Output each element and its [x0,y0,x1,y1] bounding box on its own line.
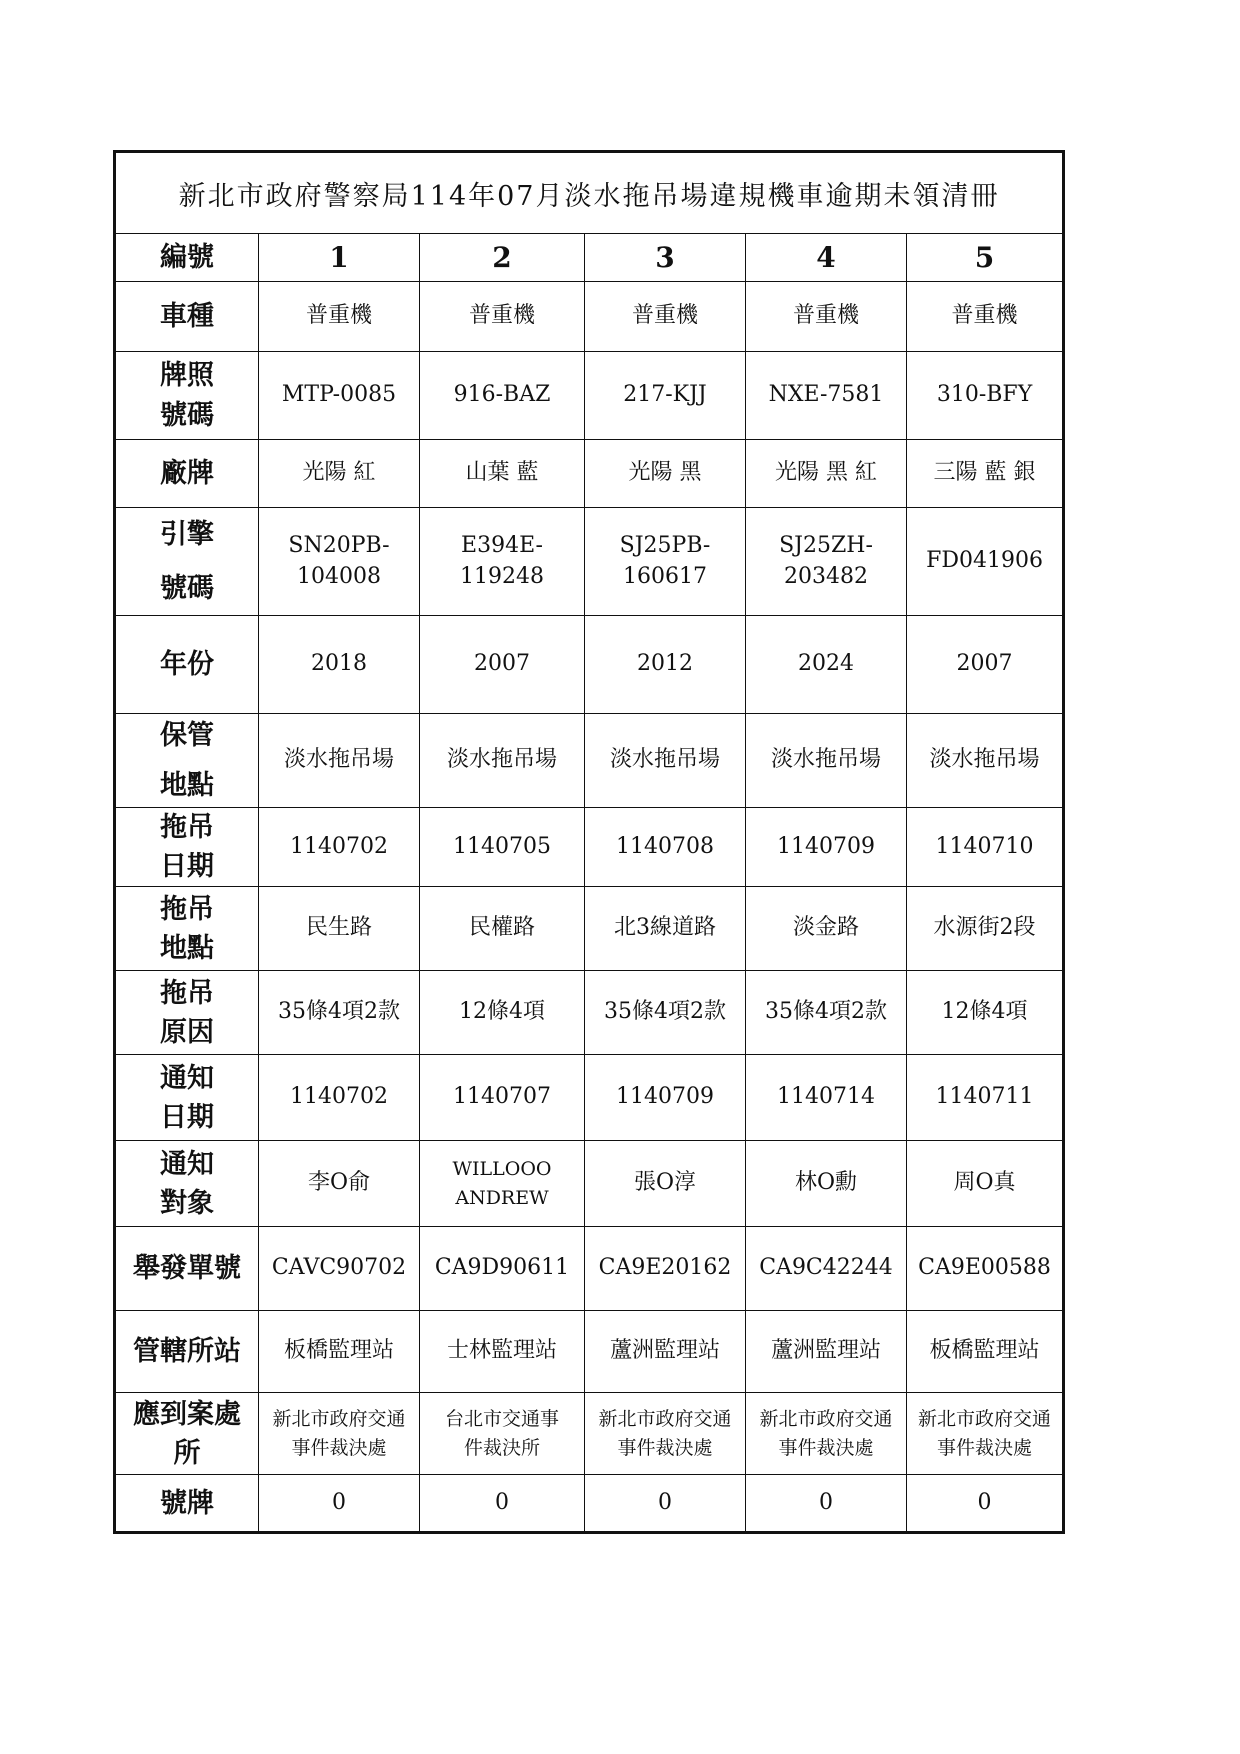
label-tow-date-line1: 拖吊 [160,812,214,843]
record-1-number: 1 [259,234,420,282]
row-brand [115,440,1064,508]
row-vehicle-type [115,282,1064,352]
label-notice-date-line1: 通知 [160,1062,214,1094]
record-5-tow-date: 1140710 [907,808,1064,887]
record-2-ticket-no: CA9D90611 [420,1227,585,1311]
record-3-license-plates: 0 [585,1475,746,1533]
label-storage-line2: 地點 [160,769,214,801]
record-1-vehicle-type: 普重機 [259,282,420,352]
row-tow-reason [115,971,1064,1055]
label-license-plates: 號牌 [115,1475,259,1533]
label-number: 編號 [115,234,259,282]
record-3-jurisdiction: 蘆洲監理站 [585,1311,746,1393]
record-3-engine-line1: SJ25PB- [619,532,711,558]
record-3-notice-target [585,1141,746,1227]
record-2-notice-target [420,1141,585,1227]
record-3-engine [585,508,746,616]
record-5-number: 5 [907,234,1064,282]
row-handling-office [115,1393,1064,1475]
label-notice-date-line2: 日期 [160,1101,214,1133]
record-5-tow-reason: 12條4項 [907,971,1064,1055]
label-notice-date [115,1055,259,1141]
record-1-license-plates: 0 [259,1475,420,1533]
record-3-engine-line2: 160617 [623,563,707,589]
label-storage [115,714,259,808]
record-1-jurisdiction: 板橋監理站 [259,1311,420,1393]
record-5-tow-place: 水源街2段 [907,887,1064,971]
row-year [115,616,1064,714]
record-5-year: 2007 [907,616,1064,714]
record-1-tow-reason: 35條4項2款 [259,971,420,1055]
row-notice-date [115,1055,1064,1141]
record-3-tow-date: 1140708 [585,808,746,887]
record-3-brand: 光陽 黑 [585,440,746,508]
label-tow-date-line2: 日期 [160,851,214,883]
record-5-jurisdiction: 板橋監理站 [907,1311,1064,1393]
overdue-vehicle-register-table [113,150,1065,1534]
label-notice-target-line1: 通知 [160,1148,214,1180]
label-tow-reason [115,971,259,1055]
row-notice-target [115,1141,1064,1227]
record-4-handling [746,1393,907,1475]
record-4-handling-line1: 新北市政府交通 [759,1408,893,1431]
record-4-ticket-no: CA9C42244 [746,1227,907,1311]
record-1-handling-line2: 事件裁決處 [291,1436,387,1459]
label-handling-line1: 應到案處 [133,1398,241,1430]
record-2-notice-target-line1: WILLOOO [452,1158,552,1181]
record-3-handling-line1: 新北市政府交通 [598,1408,732,1431]
record-1-year: 2018 [259,616,420,714]
register-title: 新北市政府警察局114年07月淡水拖吊場違規機車逾期未領清冊 [115,152,1064,234]
record-4-jurisdiction: 蘆洲監理站 [746,1311,907,1393]
record-2-handling-line2: 件裁決所 [463,1436,540,1459]
label-tow-date [115,808,259,887]
label-plate-line2: 號碼 [160,399,214,431]
record-3-vehicle-type: 普重機 [585,282,746,352]
record-5-notice-date: 1140711 [907,1055,1064,1141]
label-tow-place-line1: 拖吊 [160,893,214,925]
record-3-notice-date: 1140709 [585,1055,746,1141]
record-1-notice-target-line1: 李O俞 [307,1170,371,1196]
record-5-brand: 三陽 藍 銀 [907,440,1064,508]
record-5-handling-line2: 事件裁決處 [937,1436,1033,1459]
record-3-handling-line2: 事件裁決處 [617,1436,713,1459]
record-1-engine-line1: SN20PB- [288,532,390,558]
record-5-ticket-no: CA9E00588 [907,1227,1064,1311]
record-5-engine [907,508,1064,616]
record-1-tow-place: 民生路 [259,887,420,971]
record-4-vehicle-type: 普重機 [746,282,907,352]
label-tow-place [115,887,259,971]
record-1-engine [259,508,420,616]
label-notice-target [115,1141,259,1227]
label-handling-line2: 所 [173,1437,201,1469]
record-5-vehicle-type: 普重機 [907,282,1064,352]
record-2-notice-date: 1140707 [420,1055,585,1141]
record-4-license-plates: 0 [746,1475,907,1533]
record-2-license-plates: 0 [420,1475,585,1533]
record-4-handling-line2: 事件裁決處 [778,1436,874,1459]
record-5-notice-target [907,1141,1064,1227]
record-3-notice-target-line1: 張O淳 [633,1170,697,1196]
record-2-notice-target-line2: ANDREW [455,1186,549,1209]
record-5-license-plates: 0 [907,1475,1064,1533]
record-2-engine [420,508,585,616]
record-5-engine-line1: FD041906 [926,548,1043,574]
record-1-tow-date: 1140702 [259,808,420,887]
record-2-vehicle-type: 普重機 [420,282,585,352]
record-4-notice-target-line1: 林O勳 [794,1170,858,1196]
record-4-plate: NXE-7581 [746,352,907,440]
label-year: 年份 [115,616,259,714]
record-4-engine-line1: SJ25ZH- [779,532,873,558]
record-1-ticket-no: CAVC90702 [259,1227,420,1311]
record-2-jurisdiction: 士林監理站 [420,1311,585,1393]
record-3-storage: 淡水拖吊場 [585,714,746,808]
label-brand: 廠牌 [115,440,259,508]
record-2-tow-date: 1140705 [420,808,585,887]
row-storage [115,714,1064,808]
record-4-number: 4 [746,234,907,282]
record-1-plate: MTP-0085 [259,352,420,440]
record-3-handling [585,1393,746,1475]
record-1-storage: 淡水拖吊場 [259,714,420,808]
row-jurisdiction [115,1311,1064,1393]
record-2-number: 2 [420,234,585,282]
record-3-year: 2012 [585,616,746,714]
record-4-tow-reason: 35條4項2款 [746,971,907,1055]
row-plate [115,352,1064,440]
label-storage-line1: 保管 [160,720,214,752]
record-4-year: 2024 [746,616,907,714]
record-5-handling-line1: 新北市政府交通 [918,1408,1052,1431]
label-tow-place-line2: 地點 [160,932,214,964]
record-2-tow-reason: 12條4項 [420,971,585,1055]
record-3-tow-place: 北3線道路 [585,887,746,971]
record-5-handling [907,1393,1064,1475]
record-2-handling [420,1393,585,1475]
label-engine-line2: 號碼 [160,572,214,604]
record-3-tow-reason: 35條4項2款 [585,971,746,1055]
label-engine-line1: 引擎 [160,519,214,551]
record-2-handling-line1: 台北市交通事 [444,1408,559,1431]
label-plate-line1: 牌照 [160,360,214,392]
record-2-brand: 山葉 藍 [420,440,585,508]
label-handling-office [115,1393,259,1475]
record-4-tow-place: 淡金路 [746,887,907,971]
record-2-year: 2007 [420,616,585,714]
record-1-notice-target [259,1141,420,1227]
record-1-notice-date: 1140702 [259,1055,420,1141]
record-4-brand: 光陽 黑 紅 [746,440,907,508]
record-1-brand: 光陽 紅 [259,440,420,508]
row-ticket-no [115,1227,1064,1311]
label-ticket-no: 舉發單號 [115,1227,259,1311]
label-vehicle-type: 車種 [115,282,259,352]
row-license-plates [115,1475,1064,1533]
record-1-handling [259,1393,420,1475]
row-tow-date [115,808,1064,887]
label-engine [115,508,259,616]
label-tow-reason-line2: 原因 [160,1016,214,1048]
record-4-storage: 淡水拖吊場 [746,714,907,808]
record-4-engine-line2: 203482 [784,563,868,589]
record-5-plate: 310-BFY [907,352,1064,440]
record-3-ticket-no: CA9E20162 [585,1227,746,1311]
row-engine [115,508,1064,616]
record-2-tow-place: 民權路 [420,887,585,971]
title-row [115,152,1064,234]
record-2-plate: 916-BAZ [420,352,585,440]
label-notice-target-line2: 對象 [160,1187,214,1219]
record-2-engine-line1: E394E-119248 [460,532,544,589]
record-5-storage: 淡水拖吊場 [907,714,1064,808]
record-5-notice-target-line1: 周O真 [953,1170,1016,1196]
label-plate [115,352,259,440]
row-number [115,234,1064,282]
record-2-storage: 淡水拖吊場 [420,714,585,808]
record-4-notice-target [746,1141,907,1227]
record-1-engine-line2: 104008 [297,563,381,589]
label-jurisdiction: 管轄所站 [115,1311,259,1393]
record-4-tow-date: 1140709 [746,808,907,887]
row-tow-place [115,887,1064,971]
record-4-engine [746,508,907,616]
record-3-number: 3 [585,234,746,282]
record-3-plate: 217-KJJ [585,352,746,440]
label-tow-reason-line1: 拖吊 [160,977,214,1009]
record-1-handling-line1: 新北市政府交通 [272,1408,406,1431]
record-4-notice-date: 1140714 [746,1055,907,1141]
